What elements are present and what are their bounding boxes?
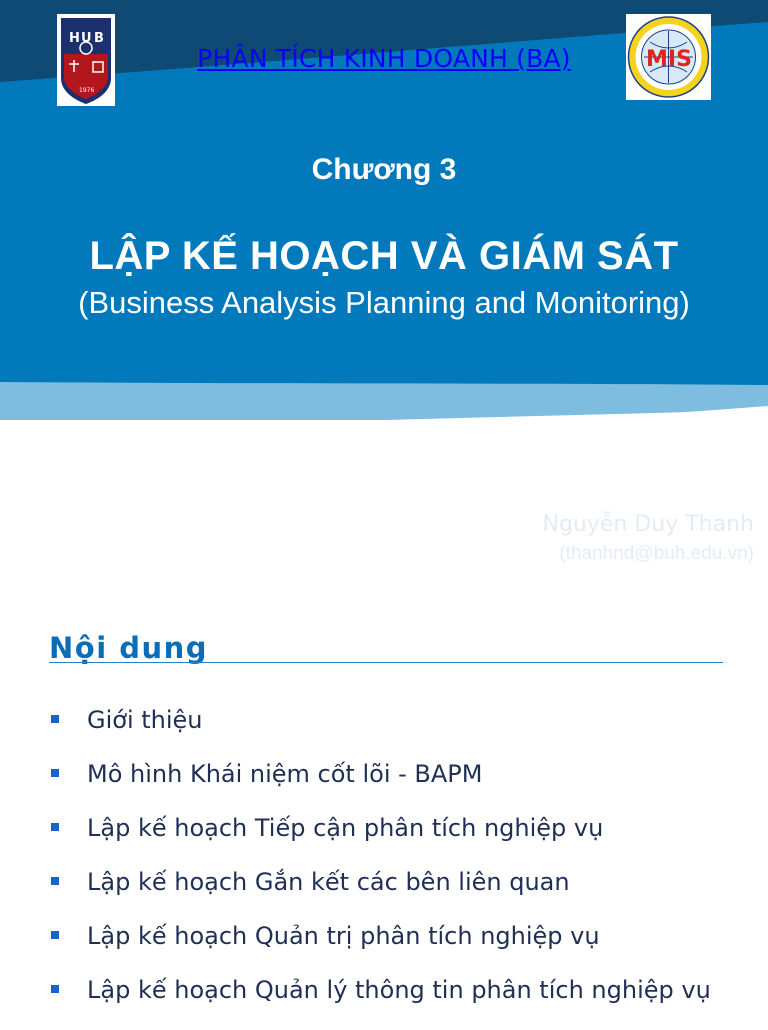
list-item	[49, 868, 711, 922]
contents-list	[49, 706, 711, 1030]
list-item-text: Mô hình Khái niệm cốt lõi - BAPM	[87, 760, 483, 788]
slide-subtitle: (Business Analysis Planning and Monitoring)	[78, 285, 690, 320]
heading-underline	[49, 662, 723, 663]
list-item	[49, 760, 711, 814]
course-title-link[interactable]: PHÂN TÍCH KINH DOANH (BA)	[197, 44, 571, 73]
list-item-text: Giới thiệu	[87, 706, 203, 734]
list-item-text: Lập kế hoạch Quản trị phân tích nghiệp vụ	[87, 922, 600, 950]
author-name: Nguyễn Duy Thanh	[542, 512, 754, 537]
hub-letter-h: H	[69, 31, 80, 46]
list-item	[49, 814, 711, 868]
mis-logo	[626, 14, 711, 100]
hub-year: 1976	[79, 87, 95, 94]
contents-heading: Nội dung	[49, 631, 209, 665]
contents-slide	[0, 576, 768, 1024]
bullet-square-icon	[51, 823, 59, 831]
bullet-square-icon	[51, 877, 59, 885]
list-item-text: Lập kế hoạch Tiếp cận phân tích nghiệp vụ	[87, 814, 604, 842]
list-item-text: Lập kế hoạch Gắn kết các bên liên quan	[87, 868, 570, 896]
list-item	[49, 976, 711, 1030]
chapter-label: Chương 3	[311, 153, 457, 186]
bullet-square-icon	[51, 715, 59, 723]
bullet-square-icon	[51, 985, 59, 993]
bullet-square-icon	[51, 769, 59, 777]
hub-letter-u: U	[81, 31, 92, 46]
list-item-text: Lập kế hoạch Quản lý thông tin phân tích nghiệp vụ	[87, 976, 711, 1004]
list-item	[49, 706, 711, 760]
mis-logo-text: MIS	[646, 47, 692, 72]
list-item	[49, 922, 711, 976]
author-email: (thanhnd@buh.edu.vn)	[559, 543, 754, 564]
bullet-square-icon	[51, 931, 59, 939]
slide-title: LẬP KẾ HOẠCH VÀ GIÁM SÁT	[89, 234, 679, 278]
hub-letter-b: B	[94, 31, 104, 46]
